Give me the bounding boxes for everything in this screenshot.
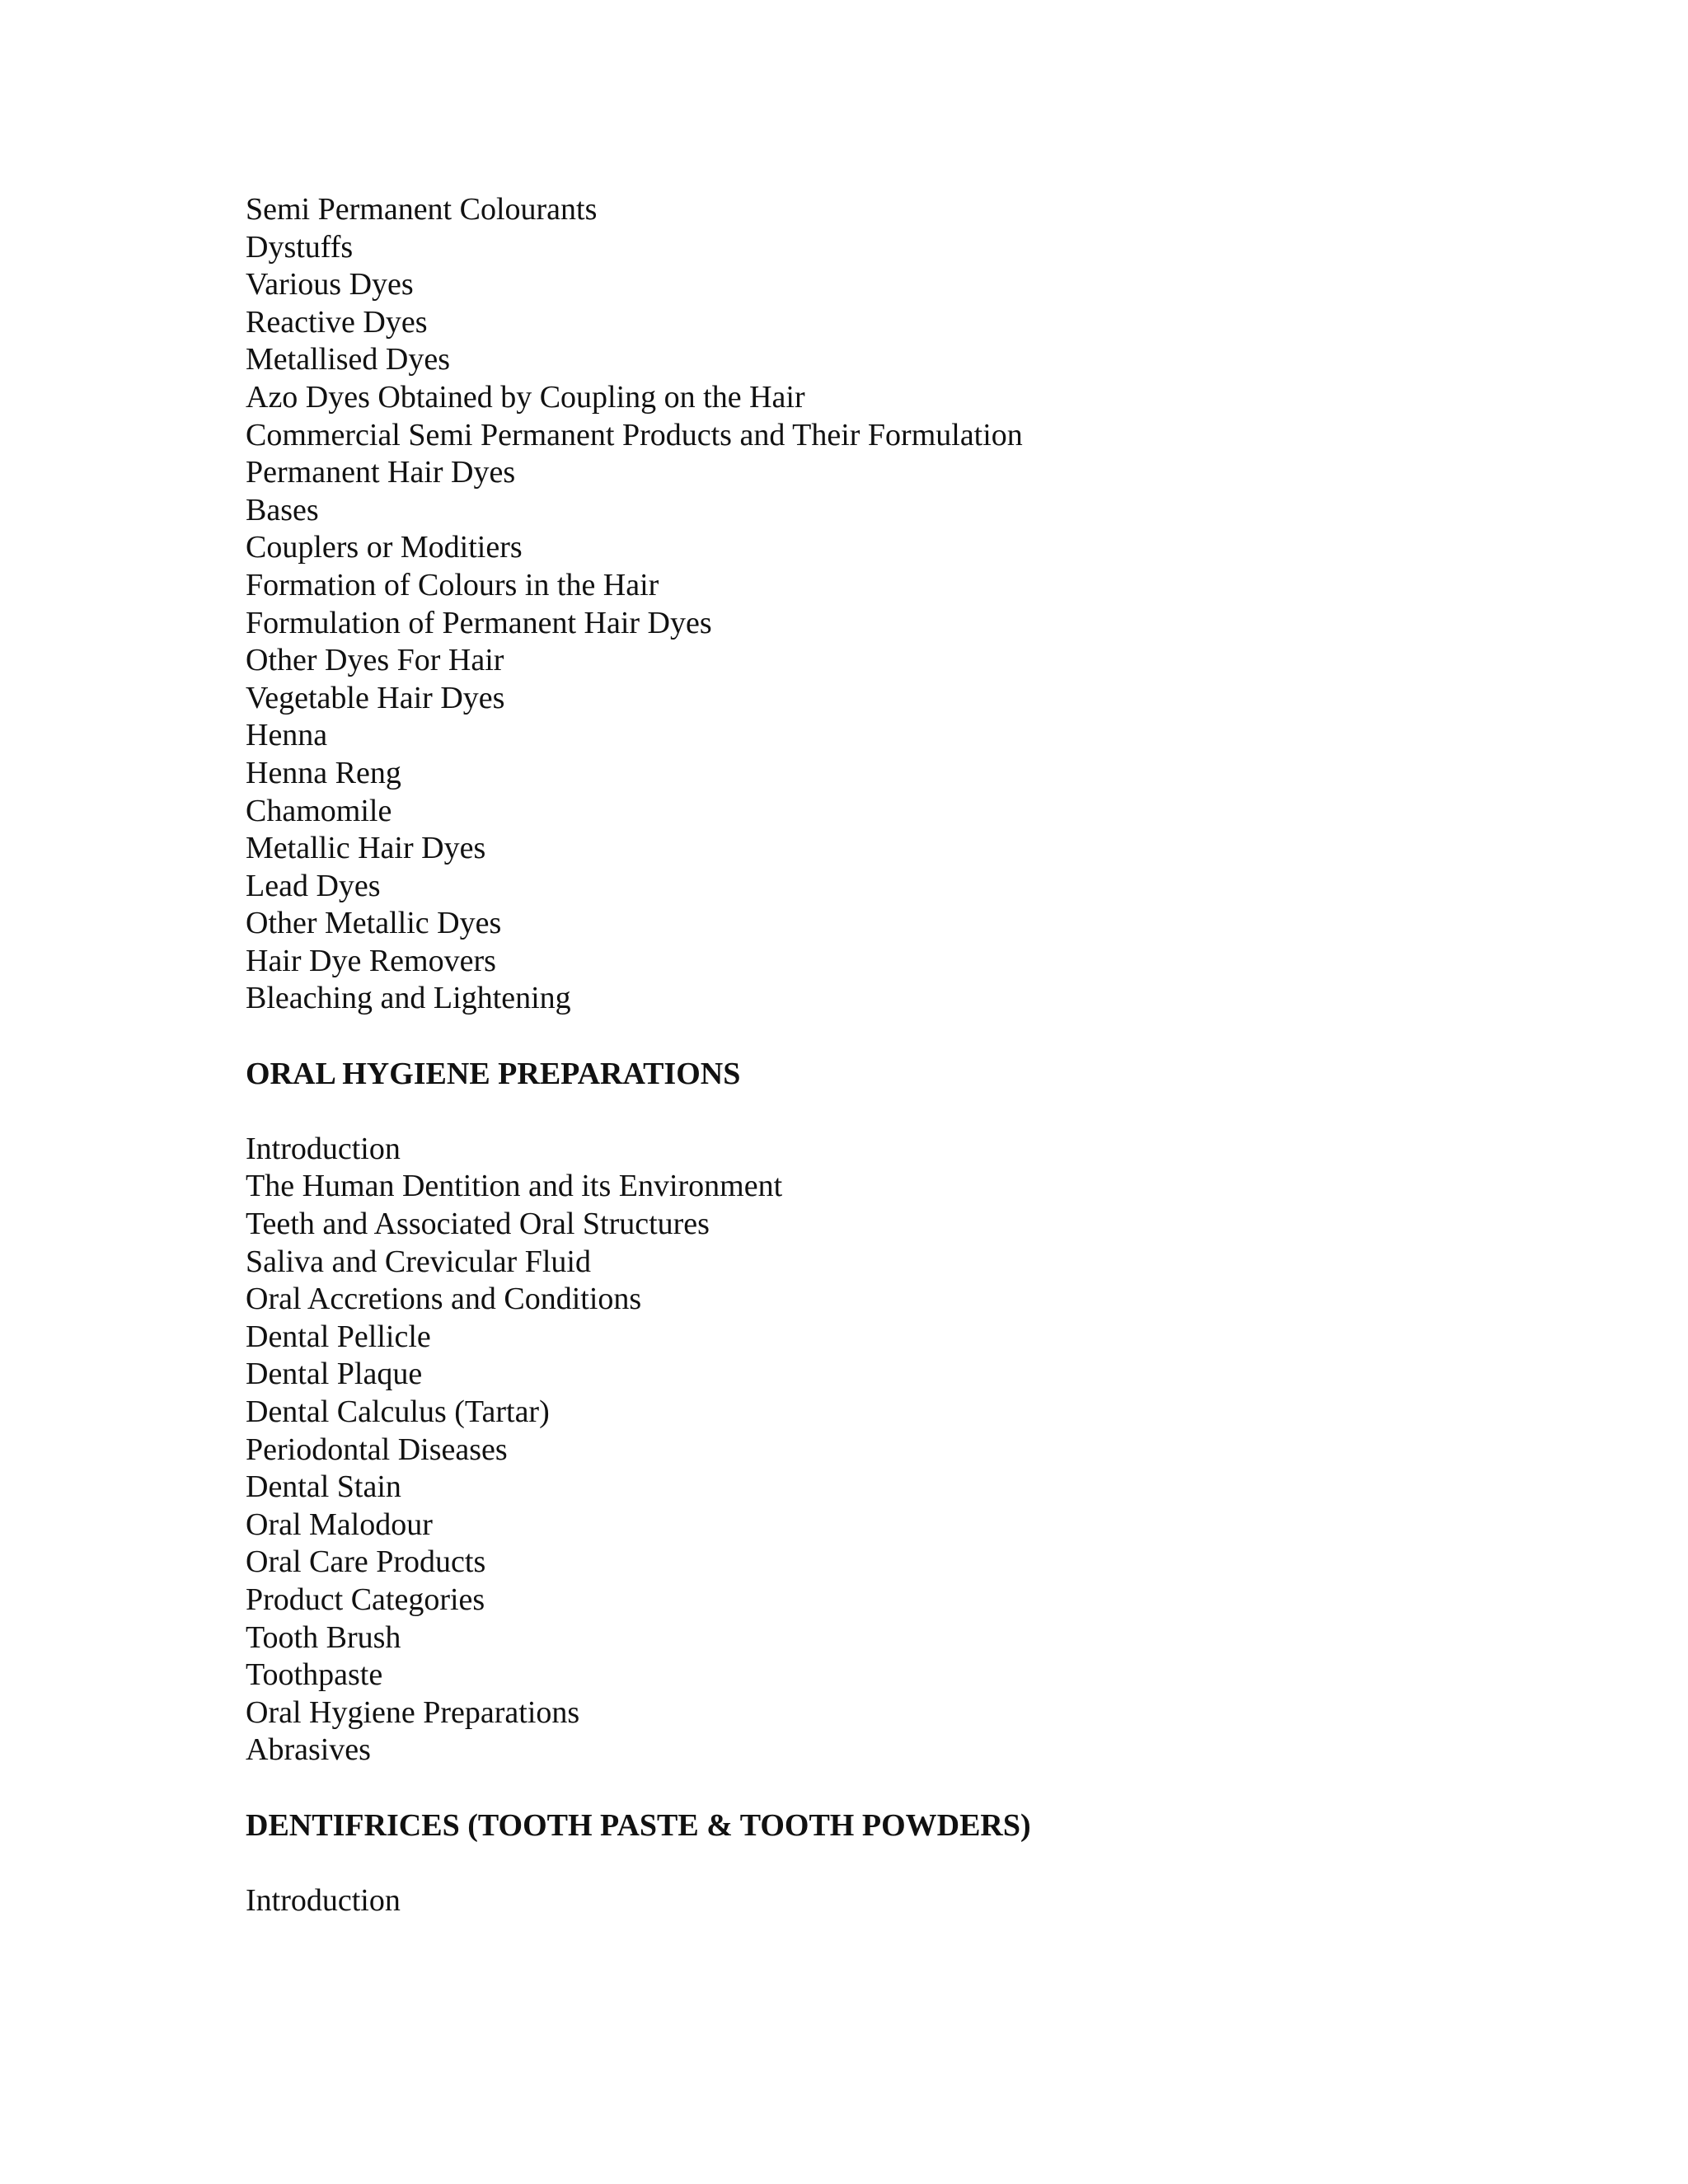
toc-item: Oral Accretions and Conditions <box>246 1282 642 1317</box>
toc-item: Saliva and Crevicular Fluid <box>246 1244 591 1279</box>
toc-item: Abrasives <box>246 1732 371 1768</box>
toc-item: The Human Dentition and its Environment <box>246 1169 783 1204</box>
section-hair-dyes-continued <box>246 191 1482 1018</box>
toc-item: Azo Dyes Obtained by Coupling on the Hair <box>246 379 805 415</box>
toc-item: Various Dyes <box>246 267 414 302</box>
document-page <box>246 191 1482 1919</box>
toc-item: Dental Plaque <box>246 1357 423 1392</box>
toc-item: Oral Hygiene Preparations <box>246 1694 580 1730</box>
toc-item: Oral Care Products <box>246 1544 486 1580</box>
toc-item: Commercial Semi Permanent Products and Their Formulation <box>246 417 1023 452</box>
toc-item: Product Categories <box>246 1582 485 1617</box>
toc-item: Metallic Hair Dyes <box>246 831 486 866</box>
toc-item: Tooth Brush <box>246 1619 401 1655</box>
toc-item: Other Dyes For Hair <box>246 643 504 678</box>
toc-item: Reactive Dyes <box>246 304 428 340</box>
toc-item: Chamomile <box>246 793 392 828</box>
toc-item: Dental Stain <box>246 1469 401 1505</box>
toc-item: Formulation of Permanent Hair Dyes <box>246 605 712 640</box>
toc-item: Semi Permanent Colourants <box>246 192 598 227</box>
toc-item: Teeth and Associated Oral Structures <box>246 1207 710 1242</box>
toc-item: Henna Reng <box>246 755 401 790</box>
toc-item: Lead Dyes <box>246 868 381 903</box>
section-spacer <box>246 1018 1482 1056</box>
toc-item: Periodontal Diseases <box>246 1432 508 1467</box>
heading-spacer <box>246 1844 1482 1882</box>
toc-item: Dental Pellicle <box>246 1319 431 1354</box>
section-heading: DENTIFRICES (TOOTH PASTE & TOOTH POWDERS) <box>246 1807 1031 1843</box>
toc-item: Permanent Hair Dyes <box>246 455 516 490</box>
toc-item: Bleaching and Lightening <box>246 981 571 1016</box>
section-spacer <box>246 1769 1482 1807</box>
toc-item: Introduction <box>246 1882 401 1918</box>
toc-item: Vegetable Hair Dyes <box>246 680 505 715</box>
toc-item: Henna <box>246 718 328 753</box>
heading-spacer <box>246 1093 1482 1131</box>
toc-item: Metallised Dyes <box>246 342 451 377</box>
toc-item: Other Metallic Dyes <box>246 906 502 941</box>
section-heading: ORAL HYGIENE PREPARATIONS <box>246 1056 741 1091</box>
section-dentifrices <box>246 1807 1482 1920</box>
toc-item: Couplers or Moditiers <box>246 530 523 565</box>
toc-item: Dental Calculus (Tartar) <box>246 1394 550 1429</box>
section-oral-hygiene <box>246 1056 1482 1769</box>
toc-item: Hair Dye Removers <box>246 943 496 978</box>
toc-item: Oral Malodour <box>246 1507 433 1542</box>
toc-item: Dystuffs <box>246 229 354 265</box>
toc-item: Formation of Colours in the Hair <box>246 567 659 602</box>
toc-item: Toothpaste <box>246 1657 383 1693</box>
toc-item: Introduction <box>246 1131 401 1166</box>
toc-item: Bases <box>246 492 319 527</box>
